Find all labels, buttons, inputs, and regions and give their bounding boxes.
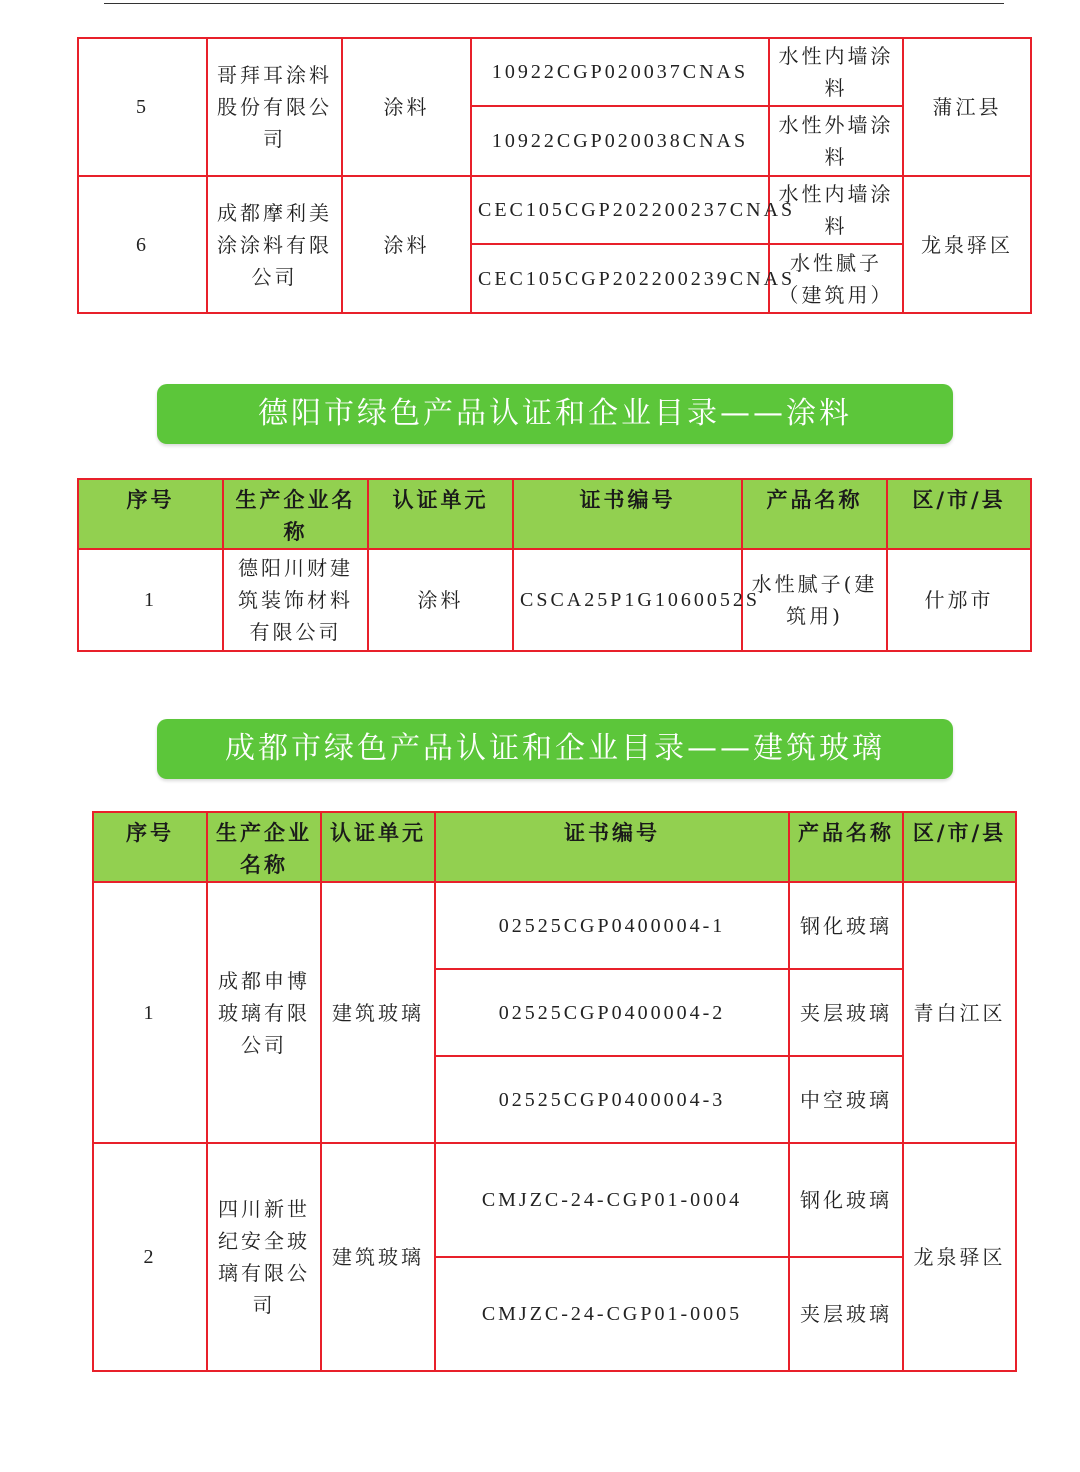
district-cell: 蒲江县 [903, 38, 1031, 176]
cert-code-cell: 02525CGP0400004-3 [435, 1056, 789, 1143]
header-company: 生产企业名称 [207, 812, 321, 882]
unit-cell: 涂料 [342, 38, 471, 176]
table-chengdu-coatings-continued [77, 37, 1032, 314]
cert-code-cell: CMJZC-24-CGP01-0004 [435, 1143, 789, 1257]
table-row [93, 1143, 1016, 1257]
company-cell: 成都申博玻璃有限公司 [207, 882, 321, 1143]
cert-code-cell: CMJZC-24-CGP01-0005 [435, 1257, 789, 1371]
cert-code-cell: 02525CGP0400004-2 [435, 969, 789, 1056]
district-cell: 青白江区 [903, 882, 1016, 1143]
company-cell: 四川新世纪安全玻璃有限公司 [207, 1143, 321, 1371]
header-seq: 序号 [78, 479, 223, 549]
top-rule [104, 3, 1004, 4]
seq-cell: 1 [93, 882, 207, 1143]
header-district: 区/市/县 [887, 479, 1031, 549]
product-cell: 水性腻子（建筑用） [769, 244, 903, 313]
product-cell: 水性内墙涂料 [769, 38, 903, 106]
header-row [78, 479, 1031, 549]
product-cell: 夹层玻璃 [789, 969, 903, 1056]
district-cell: 龙泉驿区 [903, 176, 1031, 313]
cert-code-cell: 10922CGP020038CNAS [471, 106, 769, 176]
table-row [78, 38, 1031, 106]
company-cell: 德阳川财建筑装饰材料有限公司 [223, 549, 368, 651]
table-row [78, 176, 1031, 244]
unit-cell: 涂料 [342, 176, 471, 313]
cert-code-cell: CSCA25P1G1060052S [513, 549, 742, 651]
cert-code-cell: CEC105CGP202200239CNAS [471, 244, 769, 313]
product-cell: 中空玻璃 [789, 1056, 903, 1143]
product-cell: 水性腻子(建筑用) [742, 549, 887, 651]
product-cell: 钢化玻璃 [789, 1143, 903, 1257]
unit-cell: 建筑玻璃 [321, 882, 435, 1143]
cert-code-cell: CEC105CGP202200237CNAS [471, 176, 769, 244]
seq-cell: 6 [78, 176, 207, 313]
header-cert-code: 证书编号 [513, 479, 742, 549]
header-cert-code: 证书编号 [435, 812, 789, 882]
table-deyang-coatings [77, 478, 1032, 652]
table-row [78, 549, 1031, 651]
table-row [93, 882, 1016, 969]
product-cell: 水性外墙涂料 [769, 106, 903, 176]
header-product: 产品名称 [789, 812, 903, 882]
seq-cell: 1 [78, 549, 223, 651]
seq-cell: 2 [93, 1143, 207, 1371]
header-company: 生产企业名称 [223, 479, 368, 549]
header-unit: 认证单元 [368, 479, 513, 549]
cert-code-cell: 10922CGP020037CNAS [471, 38, 769, 106]
table-chengdu-glass [92, 811, 1017, 1372]
header-product: 产品名称 [742, 479, 887, 549]
header-row [93, 812, 1016, 882]
unit-cell: 建筑玻璃 [321, 1143, 435, 1371]
product-cell: 夹层玻璃 [789, 1257, 903, 1371]
product-cell: 水性内墙涂料 [769, 176, 903, 244]
seq-cell: 5 [78, 38, 207, 176]
district-cell: 龙泉驿区 [903, 1143, 1016, 1371]
section-banner-chengdu-glass: 成都市绿色产品认证和企业目录——建筑玻璃 [157, 719, 953, 779]
header-seq: 序号 [93, 812, 207, 882]
unit-cell: 涂料 [368, 549, 513, 651]
header-unit: 认证单元 [321, 812, 435, 882]
district-cell: 什邡市 [887, 549, 1031, 651]
header-district: 区/市/县 [903, 812, 1016, 882]
company-cell: 哥拜耳涂料股份有限公司 [207, 38, 342, 176]
company-cell: 成都摩利美涂涂料有限公司 [207, 176, 342, 313]
product-cell: 钢化玻璃 [789, 882, 903, 969]
section-banner-deyang-coatings: 德阳市绿色产品认证和企业目录——涂料 [157, 384, 953, 444]
cert-code-cell: 02525CGP0400004-1 [435, 882, 789, 969]
